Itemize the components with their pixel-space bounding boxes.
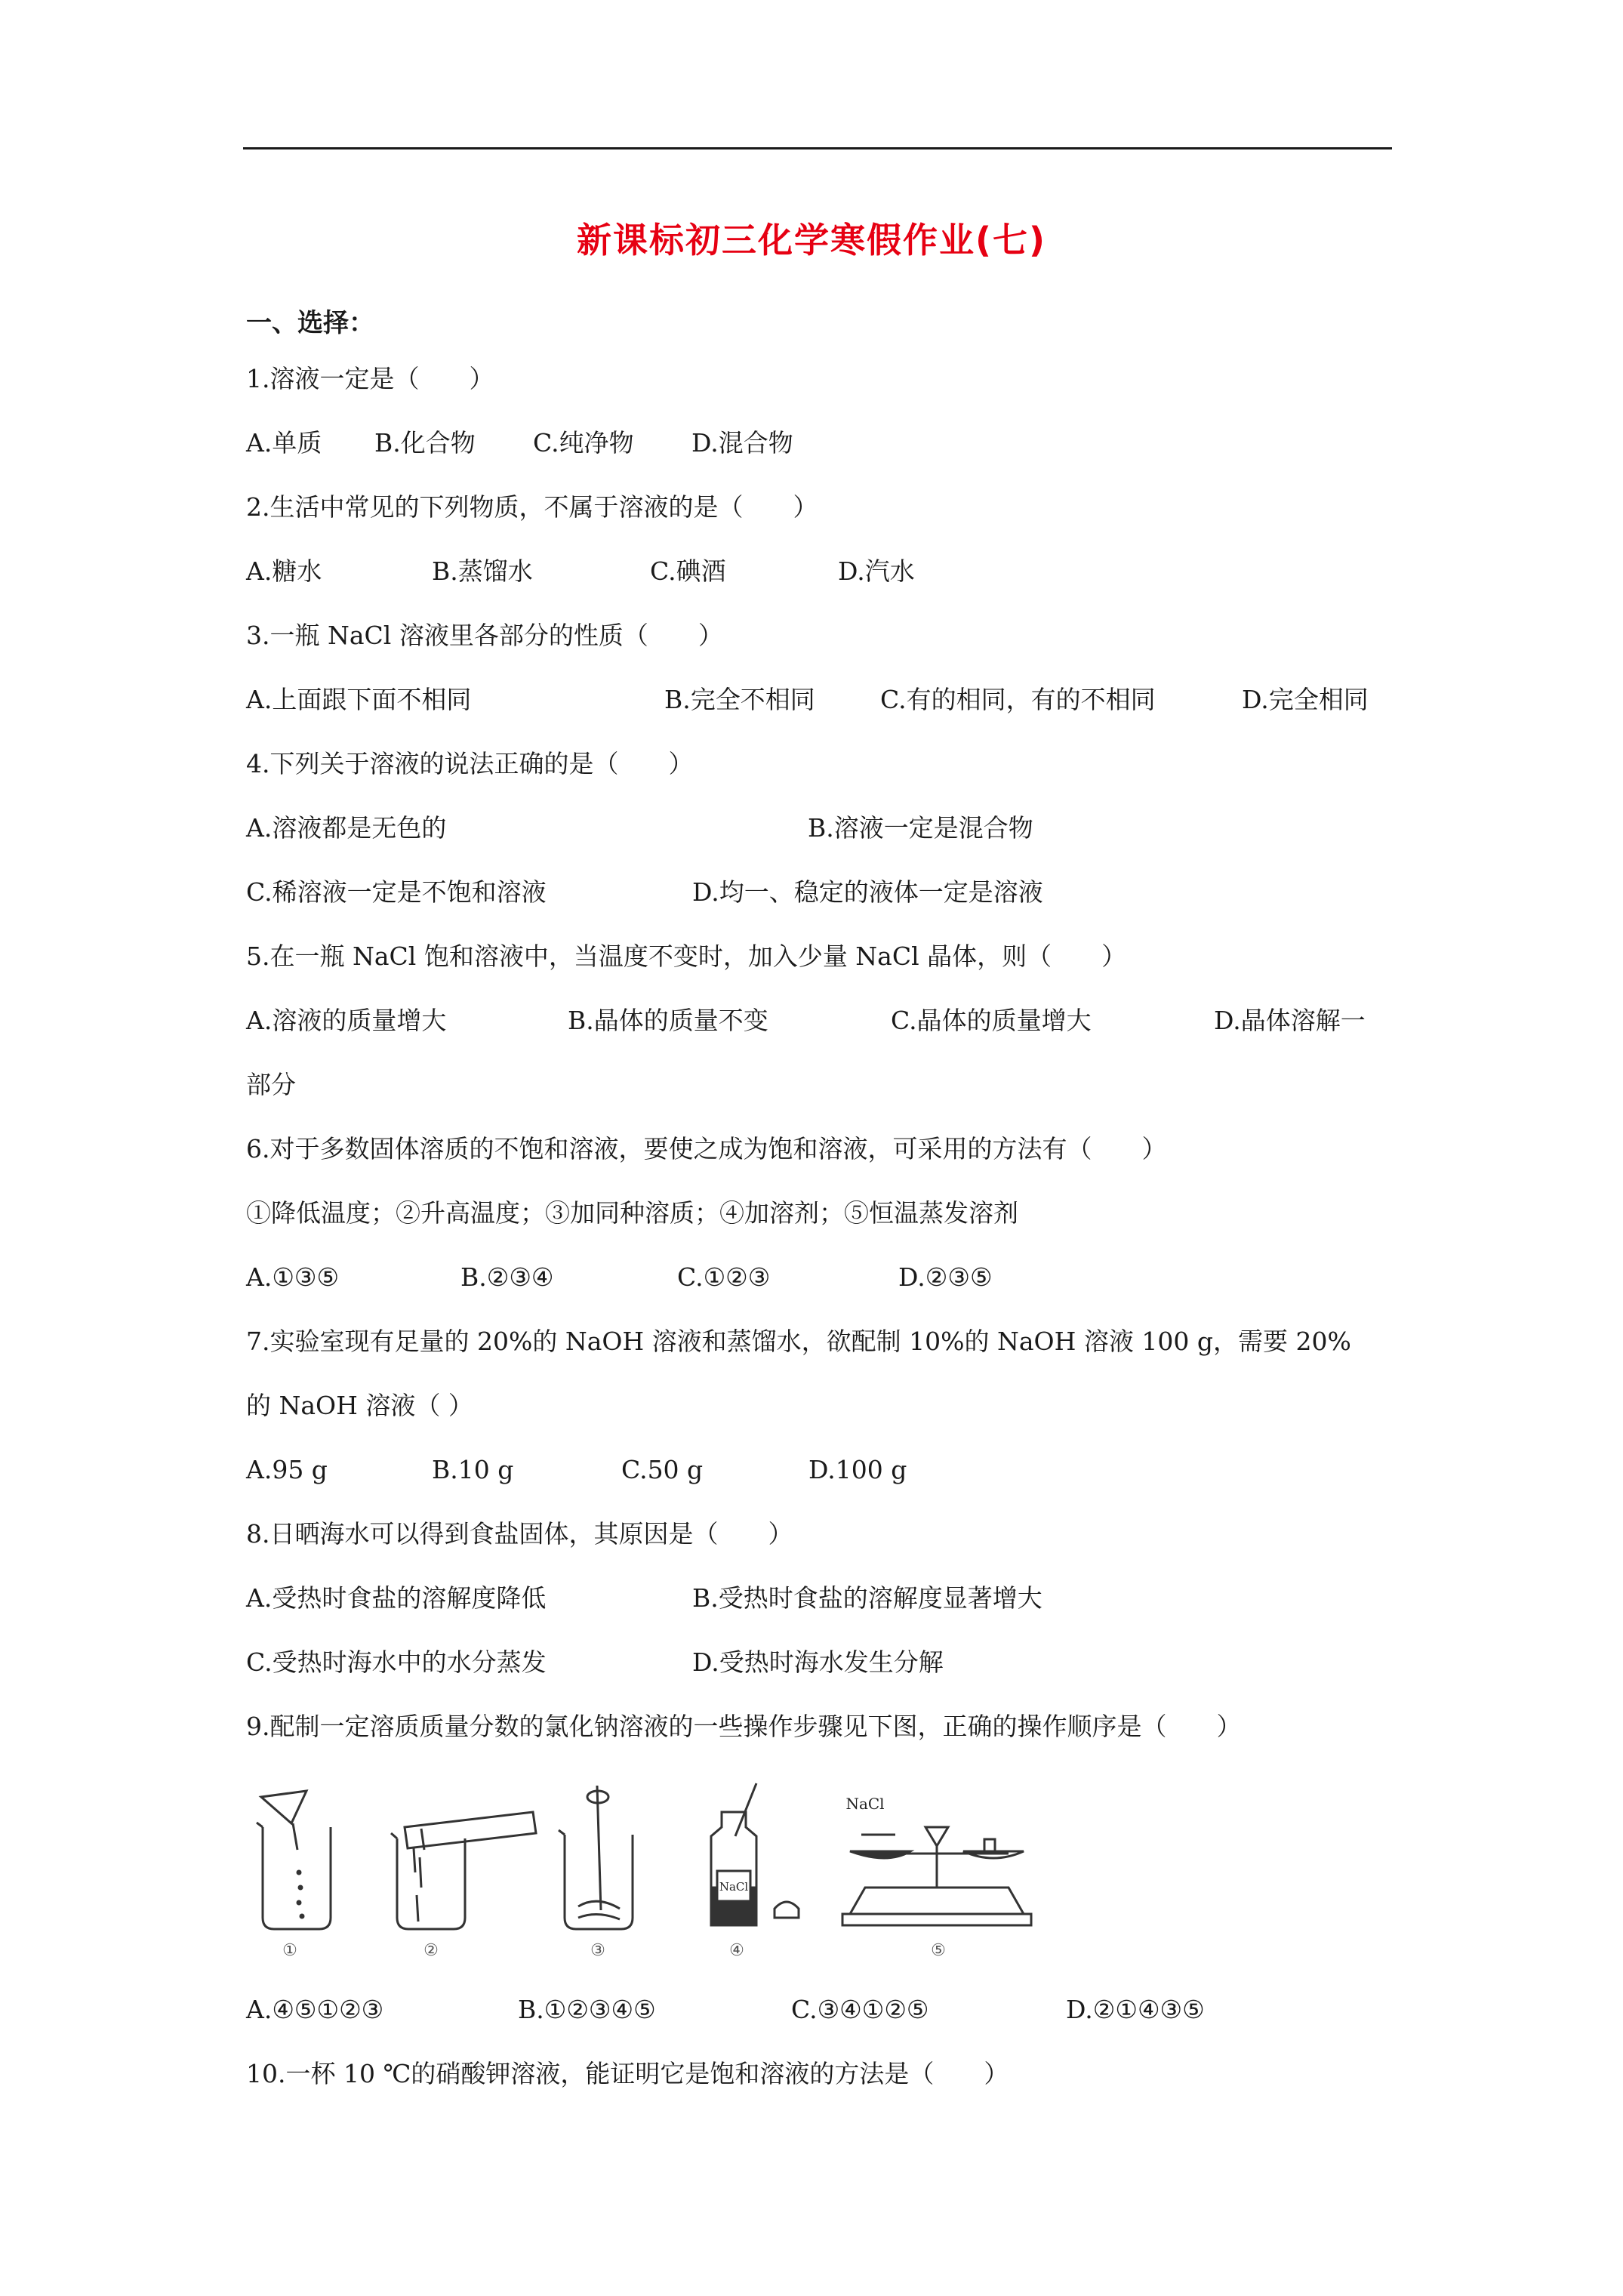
question-4-stem: 4.下列关于溶液的说法正确的是（ ） bbox=[246, 749, 694, 778]
step-3-stir-illustration bbox=[559, 1786, 633, 1929]
step-1-label: ① bbox=[282, 1941, 297, 1960]
q6-option-d: D.②③⑤ bbox=[898, 1262, 993, 1292]
question-2-stem: 2.生活中常见的下列物质，不属于溶液的是（ ） bbox=[246, 492, 818, 522]
q1-option-c: C.纯净物 bbox=[533, 428, 634, 458]
q1-option-a: A.单质 bbox=[246, 428, 322, 458]
q9-option-d: D.②①④③⑤ bbox=[1066, 1995, 1205, 2024]
q5-option-d-continued: 部分 bbox=[246, 1070, 296, 1099]
question-9-stem: 9.配制一定溶质质量分数的氯化钠溶液的一些操作步骤见下图，正确的操作顺序是（ ） bbox=[246, 1712, 1242, 1741]
q1-option-d: D.混合物 bbox=[691, 428, 793, 458]
q9-figure bbox=[246, 1782, 1076, 1963]
q5-option-b: B.晶体的质量不变 bbox=[568, 1006, 768, 1035]
step-5-label: ⑤ bbox=[931, 1941, 946, 1960]
step-4-bottle-label: NaCl bbox=[719, 1880, 749, 1894]
step-5-balance-illustration bbox=[842, 1827, 1031, 1925]
q6-items: ①降低温度；②升高温度；③加同种溶质；④加溶剂；⑤恒温蒸发溶剂 bbox=[246, 1198, 1018, 1228]
q4-option-c: C.稀溶液一定是不饱和溶液 bbox=[246, 877, 547, 907]
page-title: 新课标初三化学寒假作业(七) bbox=[576, 220, 1047, 260]
question-1-stem: 1.溶液一定是（ ） bbox=[246, 364, 494, 393]
q8-option-a: A.受热时食盐的溶解度降低 bbox=[246, 1583, 547, 1613]
q8-option-d: D.受热时海水发生分解 bbox=[692, 1647, 944, 1677]
q8-option-b: B.受热时食盐的溶解度显著增大 bbox=[692, 1583, 1042, 1613]
q3-option-a: A.上面跟下面不相同 bbox=[246, 685, 472, 714]
q6-option-c: C.①②③ bbox=[677, 1262, 771, 1292]
step-5-nacl-label: NaCl bbox=[845, 1795, 885, 1813]
step-4-bottle-illustration bbox=[711, 1783, 799, 1925]
q7-option-b: B.10 g bbox=[432, 1455, 514, 1484]
step-2-pour-illustration bbox=[391, 1812, 536, 1929]
q3-option-d: D.完全相同 bbox=[1242, 685, 1369, 714]
q8-option-c: C.受热时海水中的水分蒸发 bbox=[246, 1647, 547, 1677]
q7-option-d: D.100 g bbox=[808, 1455, 907, 1484]
step-2-label: ② bbox=[423, 1941, 439, 1960]
header-rule bbox=[243, 147, 1392, 149]
q7-option-c: C.50 g bbox=[621, 1455, 704, 1484]
question-7-stem: 7.实验室现有足量的 20%的 NaOH 溶液和蒸馏水，欲配制 10%的 NaOH 溶液 100 g，需要 20% bbox=[246, 1327, 1351, 1356]
q9-option-a: A.④⑤①②③ bbox=[246, 1995, 384, 2024]
q2-option-a: A.糖水 bbox=[246, 556, 322, 586]
question-6-stem: 6.对于多数固体溶质的不饱和溶液，要使之成为饱和溶液，可采用的方法有（ ） bbox=[246, 1134, 1167, 1163]
q9-option-b: B.①②③④⑤ bbox=[518, 1995, 656, 2024]
step-1-beaker-illustration bbox=[257, 1791, 331, 1929]
q2-option-b: B.蒸馏水 bbox=[432, 556, 533, 586]
q3-option-b: B.完全不相同 bbox=[664, 685, 815, 714]
q9-option-c: C.③④①②⑤ bbox=[791, 1995, 929, 2024]
step-4-label: ④ bbox=[729, 1941, 744, 1960]
q2-option-c: C.碘酒 bbox=[650, 556, 726, 586]
question-7-stem-cont: 的 NaOH 溶液（ ） bbox=[246, 1391, 473, 1420]
q5-option-c: C.晶体的质量增大 bbox=[891, 1006, 1092, 1035]
question-3-stem: 3.一瓶 NaCl 溶液里各部分的性质（ ） bbox=[246, 621, 723, 650]
q3-option-c: C.有的相同，有的不相同 bbox=[880, 685, 1156, 714]
q1-option-b: B.化合物 bbox=[374, 428, 476, 458]
q5-option-d: D.晶体溶解一 bbox=[1214, 1006, 1366, 1035]
q4-option-b: B.溶液一定是混合物 bbox=[808, 813, 1033, 843]
question-5-stem: 5.在一瓶 NaCl 饱和溶液中，当温度不变时，加入少量 NaCl 晶体，则（ ） bbox=[246, 942, 1127, 971]
q6-option-b: B.②③④ bbox=[460, 1262, 554, 1292]
q4-option-d: D.均一、稳定的液体一定是溶液 bbox=[692, 877, 1043, 907]
q7-option-a: A.95 g bbox=[246, 1455, 328, 1484]
q2-option-d: D.汽水 bbox=[838, 556, 915, 586]
step-3-label: ③ bbox=[590, 1941, 605, 1960]
section-heading: 一、选择： bbox=[246, 308, 374, 338]
question-10-stem: 10.一杯 10 ℃的硝酸钾溶液，能证明它是饱和溶液的方法是（ ） bbox=[246, 2059, 1009, 2088]
q5-option-a: A.溶液的质量增大 bbox=[246, 1006, 447, 1035]
question-8-stem: 8.日晒海水可以得到食盐固体，其原因是（ ） bbox=[246, 1519, 793, 1549]
q6-option-a: A.①③⑤ bbox=[246, 1262, 340, 1292]
q4-option-a: A.溶液都是无色的 bbox=[246, 813, 447, 843]
